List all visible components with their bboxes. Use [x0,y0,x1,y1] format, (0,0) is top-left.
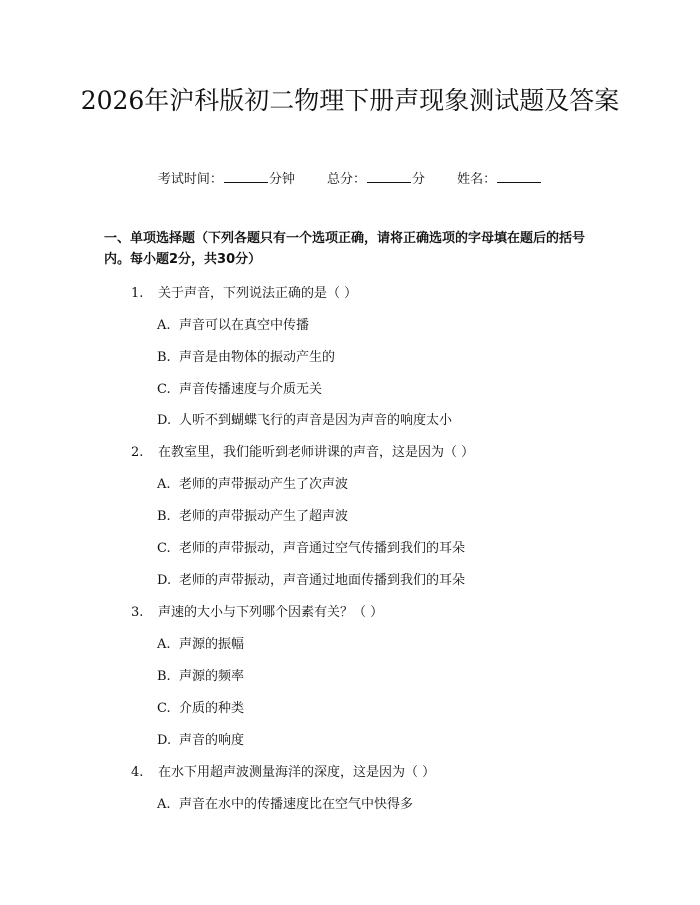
option-letter: C. [157,541,171,556]
question-text: 在水下用超声波测量海洋的深度，这是因为（ ） [158,765,436,780]
option-text: 老师的声带振动产生了超声波 [179,509,349,524]
option-text: 声音可以在真空中传播 [179,318,310,333]
question-1-option-a [157,314,309,333]
total-score-label: 总分： [326,172,366,187]
option-text: 老师的声带振动，声音通过空气传播到我们的耳朵 [179,541,466,556]
student-name [457,168,542,187]
question-2-option-c [157,537,465,556]
option-text: 声音是由物体的振动产生的 [179,350,336,365]
option-text: 声音传播速度与介质无关 [179,382,323,397]
option-text: 介质的种类 [179,701,245,716]
question-number: 4. [131,765,144,780]
total-score-unit: 分 [412,172,426,187]
question-2-option-d [157,569,465,588]
option-letter: D. [157,573,172,588]
question-3-option-b [157,665,244,684]
option-text: 声源的频率 [179,669,245,684]
option-text: 声音在水中的传播速度比在空气中快得多 [179,797,414,812]
question-number: 1. [131,286,144,301]
section-heading: 一、单项选择题（下列各题只有一个选项正确，请将正确选项的字母填在题后的括号内。每小题2分，共30分） [104,231,586,267]
option-letter: B. [157,509,171,524]
option-letter: A. [157,637,171,652]
question-2-option-b [157,505,348,524]
question-text: 关于声音，下列说法正确的是（ ） [158,286,358,301]
question-4 [131,761,435,780]
total-score [327,168,425,187]
option-letter: B. [157,669,171,684]
question-2-option-a [157,473,348,492]
document-title: 2026年沪科版初二物理下册声现象测试题及答案 [80,86,620,115]
option-text: 声音的响度 [179,733,245,748]
question-number: 3. [131,605,144,620]
exam-time-label: 考试时间： [157,172,223,187]
exam-time-blank [224,171,268,183]
question-number: 2. [131,445,144,460]
student-name-label: 姓名： [457,172,497,187]
question-1-option-b [157,346,335,365]
total-score-blank [367,171,411,183]
option-letter: C. [157,382,171,397]
question-3-option-a [157,633,244,652]
option-letter: D. [157,733,172,748]
exam-meta [0,168,700,187]
option-text: 人听不到蝴蝶飞行的声音是因为声音的响度太小 [179,413,453,428]
student-name-blank [497,171,541,183]
question-text: 在教室里，我们能听到老师讲课的声音，这是因为（ ） [158,445,475,460]
option-text: 老师的声带振动产生了次声波 [179,477,349,492]
option-text: 老师的声带振动，声音通过地面传播到我们的耳朵 [179,573,466,588]
question-3-option-d [157,729,244,748]
question-text: 声速的大小与下列哪个因素有关？（ ） [158,605,384,620]
option-letter: A. [157,477,171,492]
question-2 [131,441,474,460]
question-1-option-c [157,378,322,397]
option-letter: A. [157,318,171,333]
question-1-option-d [157,409,452,428]
question-1 [131,282,357,301]
option-letter: D. [157,413,172,428]
option-text: 声源的振幅 [179,637,245,652]
question-4-option-a [157,793,413,812]
option-letter: B. [157,350,171,365]
exam-time [158,168,295,187]
question-3 [131,601,383,620]
option-letter: A. [157,797,171,812]
question-3-option-c [157,697,244,716]
option-letter: C. [157,701,171,716]
exam-time-unit: 分钟 [268,172,295,187]
